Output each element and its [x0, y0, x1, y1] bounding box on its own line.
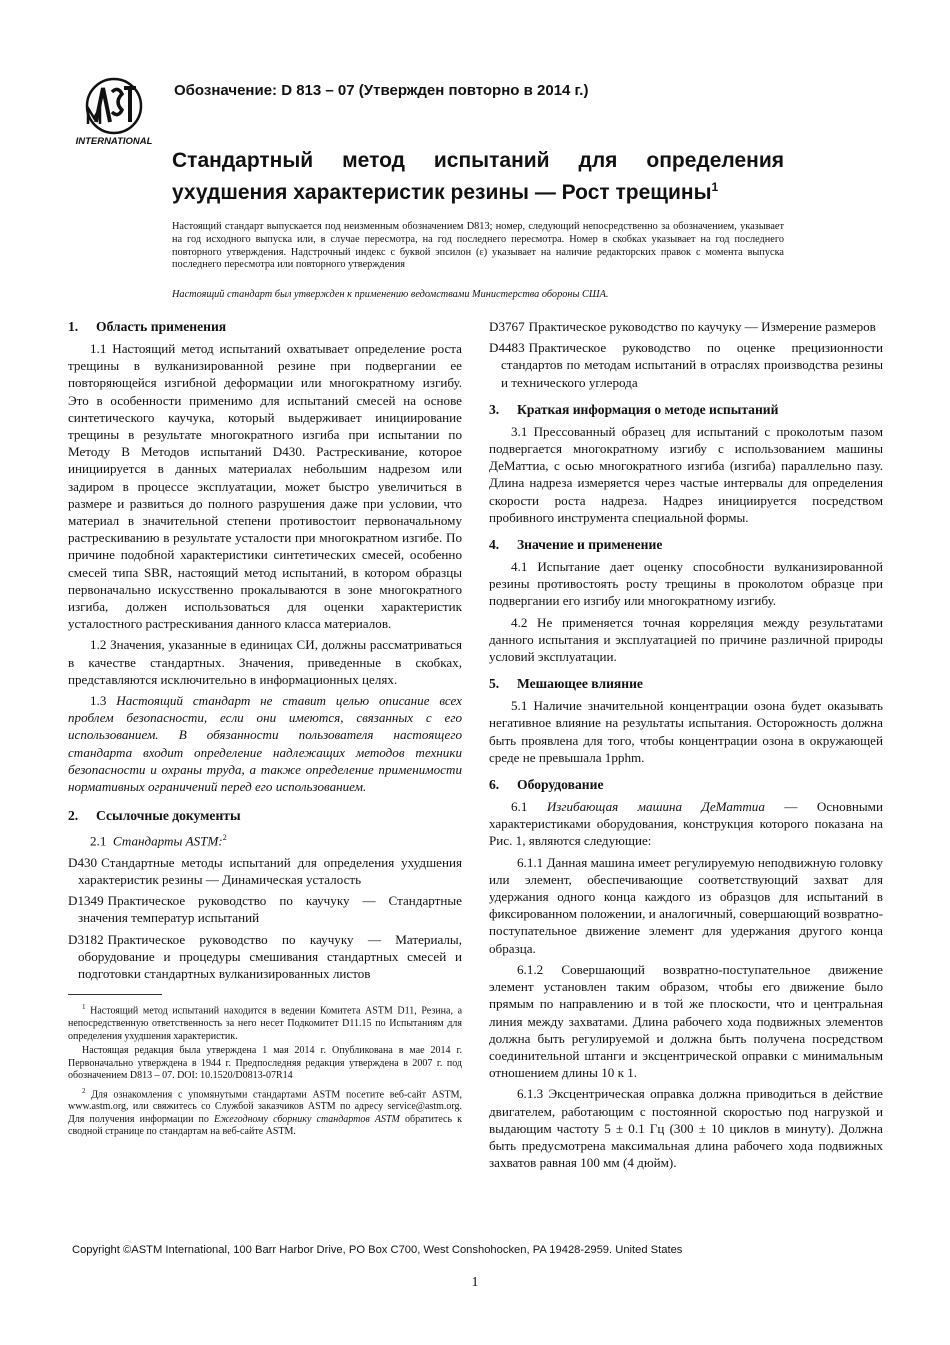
approval-note: Настоящий стандарт был утвержден к применению ведомствами Министерства обороны США. [172, 289, 609, 300]
astm-logo [66, 74, 162, 148]
astm-standards-heading: 2.1 Стандарты ASTM:$^2$ [90, 833, 227, 849]
title-footnote-mark: 1 [711, 180, 719, 194]
document-title [172, 148, 784, 206]
para-6-1: 6.1 Изгибающая машина ДеМаттиа — Основными характеристиками оборудования, конструкция которого показана на Рис. 1, являются следующие: [489, 799, 883, 849]
para-1-3: 1.3 Настоящий стандарт не ставит целью описание всех проблем безопасности, если они имеются, связанных с его использованием. В обязанности пользователя настоящего стандарта входит определение надлежащих методов техники безопасности и охраны труда, а также определение применимости нормативных ограничений перед его использованием. [68, 693, 462, 795]
footnote-1: $^1$ Настоящий метод испытаний находится в ведении Комитета ASTM D11, Резина, а непосредственную ответственность за него несет Подкомитет D11.15 по Испытаниям для определения ухудшения характеристик. [68, 1003, 463, 1042]
svg-text:INTERNATIONAL: INTERNATIONAL [75, 136, 153, 147]
section-4-heading: 4. Значение и применение [489, 537, 663, 553]
para-5-1: 5.1 Наличие значительной концентрации озона будет оказывать негативное влияние на результаты испытания. Осторожность должна быть проявлена для того, чтобы концентрации озона в окружающей среде не превышала 1pphm. [489, 698, 883, 765]
section-2-heading: 2. Ссылочные документы [68, 808, 241, 824]
ref-d4483[interactable]: D4483 Практическое руководство по оценке прецизионности стандартов по методам испытаний в отраслях производства резины и технического углерода [489, 340, 883, 390]
right-column [489, 318, 883, 1175]
section-1-heading: 1. Область применения [68, 319, 227, 334]
para-1-2: 1.2 Значения, указанные в единицах СИ, должны рассматриваться в качестве стандартных. Значения, приведенные в скобках, представляются исключительно в информационных целях. [68, 637, 462, 687]
footnote-1-revision: Настоящая редакция была утверждена 1 мая 2014 г. Опубликована в мае 2014 г. Первоначально утверждена в 1944 г. Предпоследняя редакция утверждена в 2007 г. под обозначением D813 – 07. DOI: 10.1520/D0813-07R14 [68, 1045, 462, 1082]
para-1-1: 1.1 Настоящий метод испытаний охватывает определение роста трещины в вулканизированной резине при подвергании ее повторяющейся изгибной деформации или многократному изгибу. Это в особенности применимо для испытаний смесей на основе синтетического каучука, который выдерживает инициирование трещины в результате многократного изгиба при испытании по Методу В Методов испытаний D430. Растрескивание, которое инициируется в данных материалах небольшим надрезом или задиром в процессе эксплуатации, может быстро увеличиться в размере и развиться до полного разрушения даже при условии, что материал в значительной степени противостоит первоначальному растрескиванию в результате усталости при многократном изгибе. По причине подобной характеристики синтетических смесей, особенно смесей типа SBR, настоящий метод испытаний, в котором образцы первоначально искусственно прокалываются в зоне многократного изгиба, должен использоваться для оценки характеристик усталостного растрескивания данного класса материалов. [68, 341, 462, 632]
footnote-rule [68, 994, 162, 995]
para-4-1: 4.1 Испытание дает оценку способности вулканизированной резины противостоять росту трещины в проколотом образце при подвергании его изгибу или многократному изгибу. [489, 559, 883, 609]
ref-d3182[interactable]: D3182 Практическое руководство по каучуку — Материалы, оборудование и процедуры смешивания стандартных смесей и подготовки стандартных вулканизированных листов [68, 931, 462, 982]
para-6-1-1: 6.1.1 Данная машина имеет регулируемую неподвижную головку или элемент, обеспечивающие соответствующий захват для удержания одного конца каждого из образцов для испытаний в фиксированном положении, и аналогичный, совершающий возвратно-поступательное движение элемент для удержания другого конца образца. [489, 854, 883, 956]
section-5-heading: 5. Мешающее влияние [489, 676, 643, 692]
page-number: 1 [471, 1275, 479, 1290]
section-6-heading: 6. Оборудование [489, 777, 604, 793]
copyright-footer: Copyright ©ASTM International, 100 Barr Harbor Drive, PO Box C700, West Conshohocken, PA 19428-2959. United States [72, 1244, 683, 1256]
astm-logo-icon [66, 74, 162, 148]
para-4-2: 4.2 Не применяется точная корреляция между результатами данного испытания и эксплуатацией по причине различной природы условий эксплуатации. [489, 614, 883, 665]
ref-d1349[interactable]: D1349 Практическое руководство по каучуку — Стандартные значения температур испытаний [68, 893, 462, 926]
para-6-1-2: 6.1.2 Совершающий возвратно-поступательное движение элемент установлен таким образом, чтобы его движение было прямым по направлению и в той же плоскости, что и центральная линия между захватами. Длина рабочего хода подвижных элементов должна быть регулируемой и должна быть получена посредством соединительной штанги и эксцентрической оправки с минимальным отношением длины 10 к 1. [489, 961, 883, 1081]
designation: Обозначение: D 813 – 07 (Утвержден повторно в 2014 г.) [174, 82, 589, 99]
ref-d430[interactable]: D430 Стандартные методы испытаний для определения ухудшения характеристик резины — Динамическая усталость [68, 854, 462, 888]
footnote-2: $^2$ Для ознакомления с упомянутыми стандартами ASTM посетите веб-сайт ASTM, www.astm.org, или свяжитесь со Службой заказчиков ASTM по адресу service@astm.org. Для получения информации по Ежегодному сборнику стандартов ASTM обратитесь к сводной странице по стандартам на веб-сайте ASTM. [68, 1086, 463, 1138]
para-3-1: 3.1 Прессованный образец для испытаний с проколотым пазом подвергается многократному изгибу с использованием машины ДеМаттиа, с осью многократного изгиба (изгиба) параллельно пазу. Длина надреза измеряется через частые интервалы для определения скорости роста надреза. Надрез инициируется посредством пробивного инструмента специальной формы. [489, 423, 883, 525]
left-column [68, 318, 462, 1141]
para-6-1-3: 6.1.3 Эксцентрическая оправка должна приводиться в действие двигателем, работающим с постоянной скоростью под нагрузкой и выдающим частоту 5 ± 0.1 Гц (300 ± 10 циклов в минуту). Должна быть предусмотрена максимальная длина рабочего хода подвижных захватов равная 100 мм (4 дюйм). [489, 1086, 883, 1171]
designation-notice: Настоящий стандарт выпускается под неизменным обозначением D813; номер, следующий непосредственно за обозначением, указывает на год исходного выпуска или, в случае пересмотра, на год последнего пересмотра. Номер в скобках указывает на год последнего повторного утверждения. Надстрочный индекс с буквой эпсилон (ε) указывает на наличие редакторских правок с момента выпуска последнего пересмотра или повторного утверждения [172, 221, 784, 271]
title-text: Стандартный метод испытаний для определения ухудшения характеристик резины — Рост трещины [172, 149, 784, 204]
section-3-heading: 3. Краткая информация о методе испытаний [489, 401, 779, 417]
ref-d3767[interactable]: D3767 Практическое руководство по каучуку — Измерение размеров [489, 319, 876, 334]
